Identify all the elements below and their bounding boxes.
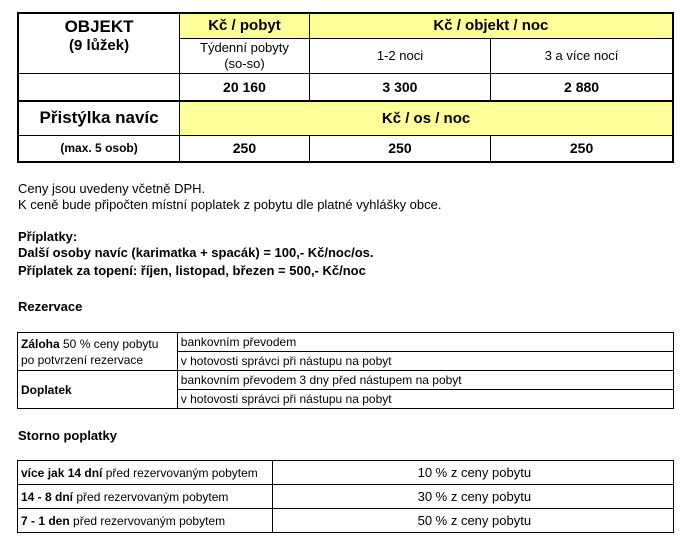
kc-objekt-noc-header: Kč / objekt / noc: [309, 13, 673, 38]
storno-table: [17, 460, 674, 533]
so-so-label: (so-so): [224, 55, 265, 71]
storno-period-text: před rezervovaným pobytem: [73, 489, 229, 504]
zaloha-cell: [18, 333, 178, 371]
table-row: [18, 461, 674, 485]
zaloha-option-2: v hotovosti správci při nástupu na pobyt: [177, 352, 673, 371]
zaloha-line2: po potvrzení rezervace: [21, 352, 144, 367]
tydenni-pobyty-cell: [180, 38, 310, 73]
doplatek-option-1: bankovním převodem 3 dny před nástupem na pobyt: [177, 371, 673, 390]
zaloha-text: 50 % ceny pobytu: [59, 336, 159, 351]
note-poplatek: K ceně bude připočten místní poplatek z pobytu dle platné vyhlášky obce.: [18, 197, 442, 212]
zaloha-label: Záloha: [21, 336, 60, 351]
storno-period-text: před rezervovaným pobytem: [69, 513, 226, 528]
doplatek-option-2: v hotovosti správci při nástupu na pobyt: [177, 390, 673, 409]
value-1-2: 3 300: [309, 73, 490, 101]
kc-os-noc-header: Kč / os / noc: [180, 101, 673, 135]
pristylka-value-3: 250: [491, 135, 673, 162]
storno-value: 30 % z ceny pobytu: [272, 485, 673, 509]
noci-3-label: 3 a více nocí: [491, 38, 673, 73]
rezervace-title: Rezervace: [18, 299, 83, 314]
tydenni-label: Týdenní pobyty: [200, 39, 289, 55]
note-dph: Ceny jsou uvedeny včetně DPH.: [18, 181, 206, 196]
value-3: 2 880: [491, 73, 673, 101]
objekt-title: OBJEKT: [64, 17, 134, 36]
storno-value: 10 % z ceny pobytu: [272, 461, 673, 485]
price-table: [17, 12, 674, 163]
zaloha-option-1: bankovním převodem: [177, 333, 673, 352]
max-osob-label: (max. 5 osob): [18, 135, 180, 162]
rezervace-table: [17, 332, 674, 409]
noci-1-2-label: 1-2 noci: [309, 38, 490, 73]
priplatky-line1: Další osoby navíc (karimatka + spacák) = 100,- Kč/noc/os.: [18, 245, 374, 260]
storno-period: více jak 14 dní: [21, 465, 103, 480]
priplatky-title: Příplatky:: [18, 229, 78, 244]
table-row: [18, 509, 674, 533]
doplatek-label: Doplatek: [18, 371, 178, 409]
storno-period-text: před rezervovaným pobytem: [102, 465, 258, 480]
storno-title: Storno poplatky: [18, 428, 117, 443]
pristylka-value-2: 250: [309, 135, 490, 162]
objekt-cell: [18, 13, 180, 73]
storno-period: 14 - 8 dní: [21, 489, 74, 504]
table-row: [18, 485, 674, 509]
kc-pobyt-header: Kč / pobyt: [180, 13, 310, 38]
value-tyden: 20 160: [180, 73, 310, 101]
priplatky-line2: Příplatek za topení: říjen, listopad, březen = 500,- Kč/noc: [18, 263, 366, 278]
pristylka-label: Přistýlka navíc: [18, 101, 180, 135]
pristylka-value-1: 250: [180, 135, 310, 162]
empty-cell: [18, 73, 180, 101]
objekt-subtitle: (9 lůžek): [69, 37, 130, 54]
storno-period: 7 - 1 den: [21, 513, 70, 528]
storno-value: 50 % z ceny pobytu: [272, 509, 673, 533]
